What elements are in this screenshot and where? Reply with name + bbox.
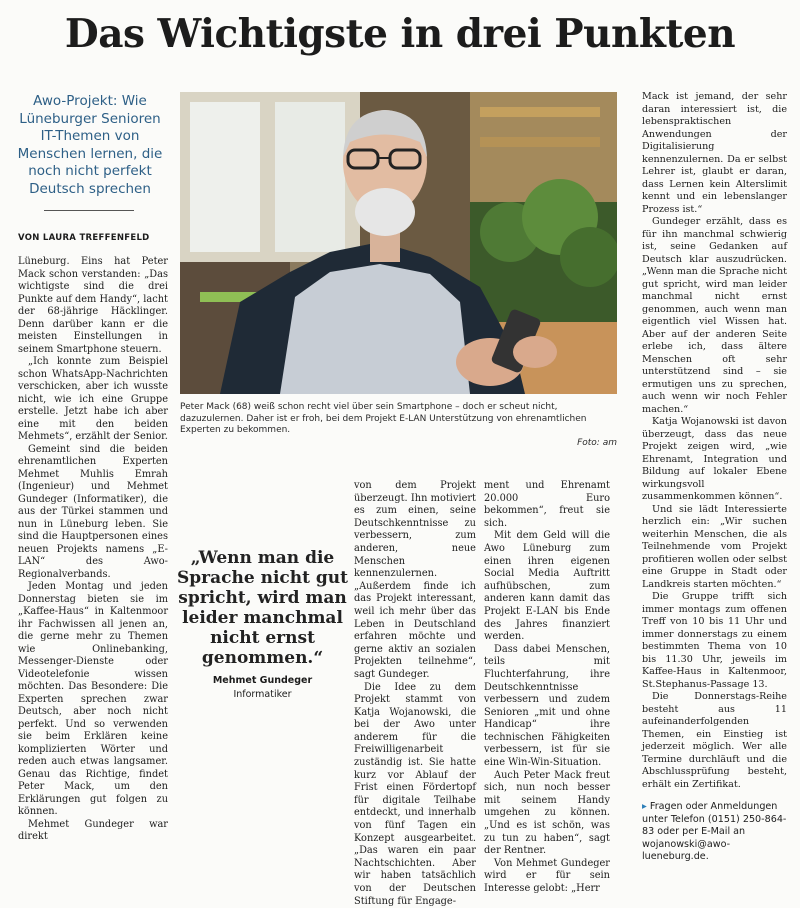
info-text: Fragen oder Anmeldungen unter Telefon (0151) 250-864-83 oder per E-Mail an wojanowski@awo-lueneburg.de. <box>642 801 786 862</box>
paragraph: Gemeint sind die beiden ehrenamtlichen Experten Mehmet Muhlis Emrah (Ingenieur) und Mehmet Gundeger (Informatiker), die aus der Türkei stammen und nun in Lüneburg leben. Sie sind die Hauptpersonen eines neuen Projekts namens „E-LAN“ des Awo-Regionalverbands. <box>18 444 168 582</box>
photo-caption <box>180 402 617 437</box>
photo-credit: Foto: am <box>577 438 617 450</box>
paragraph: Von Mehmet Gundeger wird er für sein Interesse gelobt: „Herr <box>484 858 610 896</box>
arrow-icon: ▸ <box>642 801 647 812</box>
article-photo <box>180 92 617 394</box>
paragraph: Die Gruppe trifft sich immer montags zum offenen Treff von 10 bis 11 Uhr und immer donnerstags zu einem bestimmten Thema von 10 bis 11.30 Uhr, jeweils im Kaffee-Haus in Kaltenmoor, St.Stephanus-Passage 13. <box>642 591 787 691</box>
paragraph: Lüneburg. Eins hat Peter Mack schon verstanden: „Das wichtigste sind die drei Punkte auf dem Handy“, lacht der 68-jährige Häcklinger. Denn darüber kann er die meisten Einstellungen in seinem Smartphone steuern. <box>18 256 168 356</box>
teaser-divider <box>44 210 134 211</box>
paragraph: Und sie lädt Interessierte herzlich ein: „Wir suchen weiterhin Menschen, die als Teilnehmende vom Projekt profitieren wollen oder selbst eine Gruppe in Stadt oder Landkreis starten möchten.“ <box>642 504 787 592</box>
paragraph: Gundeger erzählt, dass es für ihn manchmal schwierig ist, seine Gedanken auf Deutsch klar auszudrücken. „Wenn man die Sprache nicht gut spricht, wird man leider manchmal nicht ernst genommen, auch wenn man eigentlich viel Wissen hat. Aber auf der anderen Seite erlebe ich, dass ältere Menschen oft sehr unterstützend sind – sie ermutigen uns zu sprechen, auch wenn wir noch Fehler machen.“ <box>642 216 787 416</box>
quote-author: Mehmet Gundeger <box>175 675 350 686</box>
headline: Das Wichtigste in drei Punkten <box>0 6 800 62</box>
caption-text: Peter Mack (68) weiß schon recht viel über sein Smartphone – doch er scheut nicht, dazuzulernen. Daher ist er froh, bei dem Projekt E-LAN Unterstützung von ehrenamtlichen Experten zu bekommen. <box>180 402 586 435</box>
quote-author-role: Informatiker <box>175 689 350 700</box>
paragraph: „Ich konnte zum Beispiel schon WhatsApp-Nachrichten verschicken, aber ich wusste nicht, wie ich eine Gruppe erstelle. Jetzt habe ich aber eine mit den beiden Mehmets“, erzählt der Senior. <box>18 356 168 444</box>
paragraph: von dem Projekt überzeugt. Ihn motiviert es zum einen, seine Deutschkenntnisse zu verbessern, zum anderen, neue Menschen kennenzulernen. „Außerdem finde ich das Projekt interessant, weil ich mehr über das Leben in Deutschland erfahren möchte und gerne aktiv an sozialen Projekten teilnehme“, sagt Gundeger. <box>354 480 476 682</box>
paragraph: Mehmet Gundeger war direkt <box>18 819 168 844</box>
paragraph: Katja Wojanowski ist davon überzeugt, dass das neue Projekt zeigen wird, „wie Ehrenamt, Integration und Bildung auf lokaler Ebene wirkungsvoll zusammenkommen können“. <box>642 416 787 504</box>
column-5 <box>642 91 787 864</box>
byline: VON LAURA TREFFENFELD <box>18 233 150 243</box>
paragraph: Jeden Montag und jeden Donnerstag bieten sie im „Kaffee-Haus“ in Kaltenmoor ihr Fachwissen all jenen an, die gerne mehr zu Themen wie Onlinebanking, Messenger-Dienste oder Videotelefonie wissen möchten. Das Besondere: Die Experten sprechen zwar Deutsch, aber noch nicht perfekt. Und so verwenden sie beim Erklären keine komplizierten Wörter und reden auch etwas langsamer. Genau das Richtige, findet Peter Mack, um den Erklärungen gut folgen zu können. <box>18 581 168 819</box>
paragraph: Mit dem Geld will die Awo Lüneburg zum einen ihren eigenen Social Media Auftritt aufhübschen, zum anderen kann damit das Projekt E-LAN bis Ende des Jahres finanziert werden. <box>484 530 610 643</box>
paragraph: Die Donnerstags-Reihe besteht aus 11 aufeinanderfolgenden Themen, ein Einstieg ist jederzeit möglich. Wer alle Termine durchläuft und die Abschlussprüfung besteht, erhält ein Zertifikat. <box>642 691 787 791</box>
pull-quote: „Wenn man die Sprache nicht gut spricht, wird man leider manchmal nicht ernst genommen.“ <box>175 548 350 668</box>
paragraph: Die Idee zu dem Projekt stammt von Katja Wojanowski, die bei der Awo unter anderem für die Freiwilligenarbeit zuständig ist. Sie hatte kurz vor Ablauf der Frist einen Fördertopf für digitale Teilhabe entdeckt, und innerhalb von fünf Tagen ein Konzept ausgearbeitet. „Das waren ein paar Nachtschichten. Aber wir haben tatsächlich von der Deutschen Stiftung für Engage- <box>354 682 476 908</box>
teaser: Awo-Projekt: Wie Lüneburger Senioren IT-Themen von Menschen lernen, die noch nicht perfekt Deutsch sprechen <box>14 93 166 198</box>
paragraph: Auch Peter Mack freut sich, nun noch besser mit seinem Handy umgehen zu können. „Und es ist schön, was zu tun zu haben“, sagt der Rentner. <box>484 770 610 858</box>
paragraph: ment und Ehrenamt 20.000 Euro bekommen“, freut sie sich. <box>484 480 610 530</box>
paragraph: Mack ist jemand, der sehr daran interessiert ist, die lebenspraktischen Anwendungen der Digitalisierung kennenzulernen. Da er selbst Lehrer ist, glaubt er daran, dass Lernen kein Alterslimit kennt und ein lebenslanger Prozess ist.“ <box>642 91 787 216</box>
column-3 <box>354 480 476 908</box>
info-box <box>642 801 787 864</box>
column-1 <box>18 256 168 844</box>
column-4 <box>484 480 610 896</box>
paragraph: Dass dabei Menschen, teils mit Fluchterfahrung, ihre Deutschkenntnisse verbessern und zudem Senioren „mit und ohne Handicap“ ihre technischen Fähigkeiten verbessern, ist für sie eine Win-Win-Situation. <box>484 644 610 770</box>
